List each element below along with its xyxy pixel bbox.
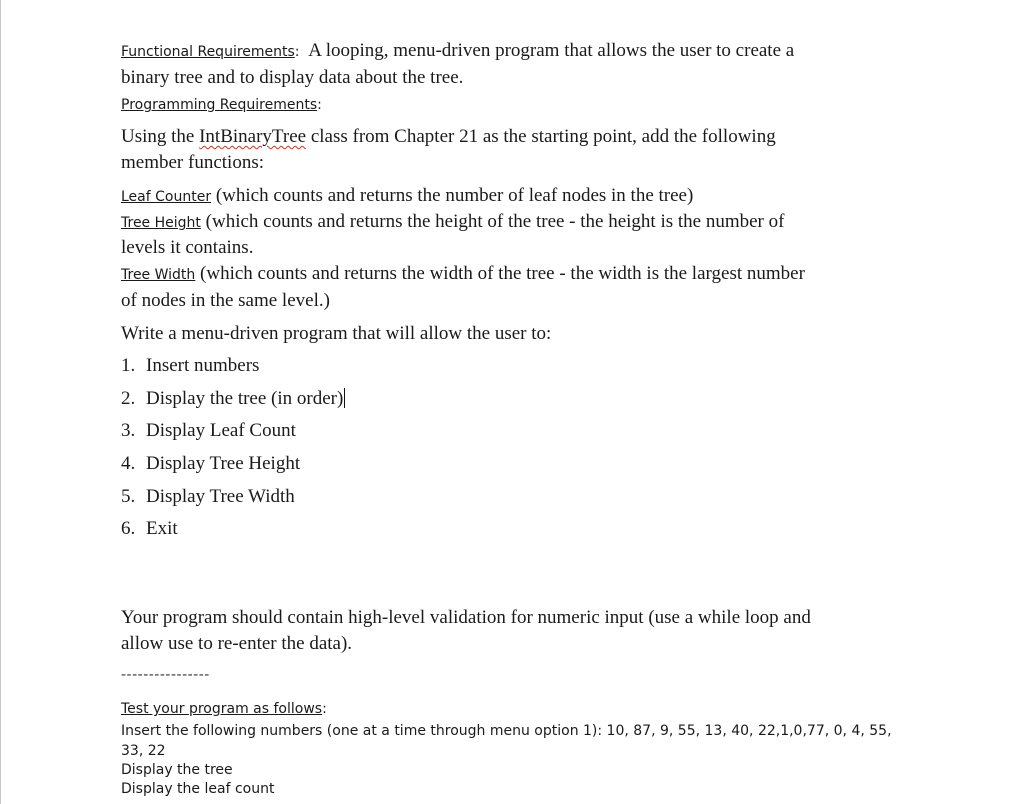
menu-item-number: 4. <box>121 453 136 474</box>
using-class-line <box>121 126 776 148</box>
tree-height-desc-line2: levels it contains. <box>121 237 254 258</box>
menu-item-number: 5. <box>121 486 136 507</box>
programming-colon: : <box>317 97 322 113</box>
member-functions-line: member functions: <box>121 152 264 173</box>
tree-height-line <box>121 211 784 233</box>
menu-item-leaf-count <box>121 420 296 442</box>
tree-width-desc-line2: of nodes in the same level.) <box>121 290 330 311</box>
text-cursor <box>344 388 345 408</box>
menu-item-exit <box>121 518 178 540</box>
leaf-counter-desc: (which counts and returns the number of leaf nodes in the tree) <box>211 185 694 206</box>
menu-item-label: Display the tree (in order) <box>146 388 344 409</box>
leaf-counter-label: Leaf Counter <box>121 189 212 205</box>
functional-requirements-label: Functional Requirements <box>121 44 295 60</box>
dash-separator: ---------------- <box>121 667 210 683</box>
menu-item-label: Display Tree Height <box>146 453 301 474</box>
menu-item-label: Display Tree Width <box>146 486 295 507</box>
menu-item-label: Exit <box>146 518 178 539</box>
programming-requirements-label: Programming Requirements <box>121 97 318 113</box>
tree-width-desc: (which counts and returns the width of the tree - the width is the largest number <box>195 263 805 284</box>
tree-height-desc: (which counts and returns the height of the tree - the height is the number of <box>200 211 785 232</box>
using-suffix: class from Chapter 21 as the starting point, add the following <box>306 126 776 147</box>
test-display-leaf: Display the leaf count <box>121 781 275 797</box>
menu-item-number: 6. <box>121 518 136 539</box>
menu-item-insert <box>121 355 259 377</box>
tree-width-line <box>121 263 805 285</box>
test-display-tree: Display the tree <box>121 762 233 778</box>
functional-requirements-line <box>121 40 794 62</box>
programming-requirements-line <box>121 96 322 114</box>
menu-item-label: Insert numbers <box>146 355 260 376</box>
test-colon: : <box>322 701 327 717</box>
menu-item-tree-width <box>121 486 295 508</box>
test-heading-label: Test your program as follows <box>121 701 323 717</box>
menu-item-display-tree <box>121 388 345 410</box>
functional-colon: : <box>294 44 300 60</box>
test-insert-line1: Insert the following numbers (one at a time through menu option 1): 10, 87, 9, 55, 13, 40, 22,1,0,77, 0, 4, 55, <box>121 723 892 739</box>
menu-item-label: Display Leaf Count <box>146 420 296 441</box>
intbinarytree-classname: IntBinaryTree <box>199 126 307 147</box>
functional-text: A looping, menu-driven program that allows the user to create a <box>308 40 795 61</box>
test-heading-line <box>121 701 327 717</box>
validation-line1: Your program should contain high-level validation for numeric input (use a while loop and <box>121 607 811 628</box>
tree-width-label: Tree Width <box>121 267 196 283</box>
page-left-edge <box>0 0 1 804</box>
menu-item-number: 3. <box>121 420 136 441</box>
test-insert-line2: 33, 22 <box>121 743 166 759</box>
leaf-counter-line <box>121 185 693 207</box>
tree-height-label: Tree Height <box>121 215 201 231</box>
using-prefix: Using the <box>121 126 200 147</box>
validation-line2: allow use to re-enter the data). <box>121 633 353 654</box>
menu-item-tree-height <box>121 453 300 475</box>
menu-intro: Write a menu-driven program that will allow the user to: <box>121 323 552 344</box>
functional-text-line2: binary tree and to display data about the tree. <box>121 67 464 88</box>
menu-item-number: 1. <box>121 355 136 376</box>
menu-item-number: 2. <box>121 388 136 409</box>
